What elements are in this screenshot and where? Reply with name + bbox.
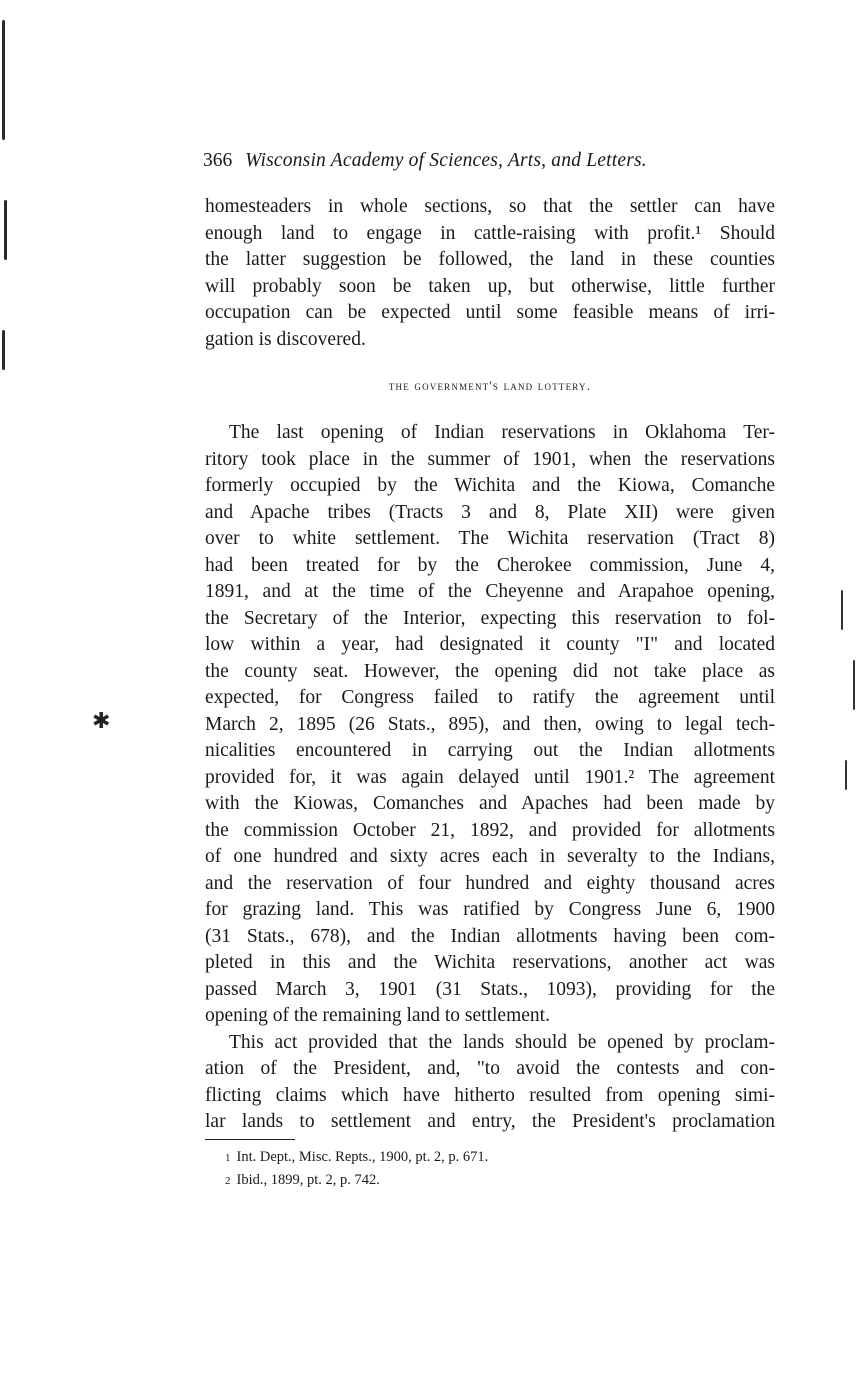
text-line: over to white settlement. The Wichita reservation (Tract 8) (205, 528, 775, 549)
right-page-edge (837, 0, 863, 1380)
left-page-edge (0, 0, 14, 1380)
text-line: gation is discovered. (205, 328, 366, 350)
journal-title: Wisconsin Academy of Sciences, Arts, and Letters. (245, 150, 647, 171)
text-line: for grazing land. This was ratified by Congress June 6, 1900 (205, 899, 775, 920)
text-line: had been treated for by the Cherokee commission, June 4, (205, 554, 775, 576)
text-line: homesteaders in whole sections, so that the settler can have (205, 196, 775, 217)
text-line: flicting claims which have hitherto resulted from opening simi- (205, 1084, 775, 1106)
text-line: low within a year, had designated it county "I" and located (205, 634, 775, 655)
text-line: of one hundred and sixty acres each in severalty to the Indians, (205, 846, 775, 867)
margin-asterisk-mark: ✱ (92, 708, 111, 733)
text-line: nicalities encountered in carrying out the Indian allotments (205, 740, 775, 761)
text-line: enough land to engage in cattle-raising with profit.¹ Should (205, 222, 775, 244)
text-line: March 2, 1895 (26 Stats., 895), and then, owing to legal tech- (205, 713, 775, 735)
text-line: pleted in this and the Wichita reservations, another act was (205, 952, 775, 973)
text-line: (31 Stats., 678), and the Indian allotments having been com- (205, 925, 775, 947)
text-line: and the reservation of four hundred and eighty thousand acres (205, 872, 775, 894)
text-line: the Secretary of the Interior, expecting this reservation to fol- (205, 607, 775, 629)
text-line: expected, for Congress failed to ratify the agreement until (205, 687, 775, 708)
footnote-divider (205, 1139, 295, 1140)
text-line: the county seat. However, the opening did not take place as (205, 660, 775, 682)
text-line: with the Kiowas, Comanches and Apaches had been made by (205, 793, 775, 814)
text-line: ritory took place in the summer of 1901, when the reservations (205, 448, 775, 470)
text-line: and Apache tribes (Tracts 3 and 8, Plate XII) were given (205, 501, 775, 523)
section-heading: the government's land lottery. (388, 378, 592, 393)
footnote-text: Ibid., 1899, pt. 2, p. 742. (236, 1172, 380, 1188)
text-line: lar lands to settlement and entry, the President's proclamation (205, 1111, 775, 1132)
footnote-marker: 2 (225, 1175, 231, 1187)
footnote (225, 1146, 488, 1169)
text-line: will probably soon be taken up, but otherwise, little further (205, 275, 775, 297)
paragraph-continuation (205, 194, 775, 353)
text-line: the commission October 21, 1892, and provided for allotments (205, 819, 775, 841)
page-number: 366 (203, 150, 233, 171)
text-line: opening of the remaining land to settlement. (205, 1005, 550, 1026)
text-line: provided for, it was again delayed until 1901.² The agreement (205, 766, 775, 788)
footnote-marker: 1 (225, 1152, 231, 1164)
text-line: The last opening of Indian reservations in Oklahoma Ter- (229, 422, 775, 443)
footnotes (225, 1146, 488, 1192)
text-line: ation of the President, and, "to avoid the contests and con- (205, 1058, 775, 1079)
text-line: the latter suggestion be followed, the land in these counties (205, 249, 775, 270)
footnote-text: Int. Dept., Misc. Repts., 1900, pt. 2, p. 671. (236, 1149, 489, 1165)
paragraph-body (205, 420, 775, 1136)
footnote (225, 1169, 488, 1192)
text-line: This act provided that the lands should be opened by proclam- (229, 1031, 775, 1053)
text-line: passed March 3, 1901 (31 Stats., 1093), providing for the (205, 978, 775, 1000)
text-line: 1891, and at the time of the Cheyenne and Arapahoe opening, (205, 581, 775, 602)
running-header (203, 150, 763, 172)
text-line: formerly occupied by the Wichita and the Kiowa, Comanche (205, 475, 775, 496)
text-line: occupation can be expected until some feasible means of irri- (205, 302, 775, 323)
